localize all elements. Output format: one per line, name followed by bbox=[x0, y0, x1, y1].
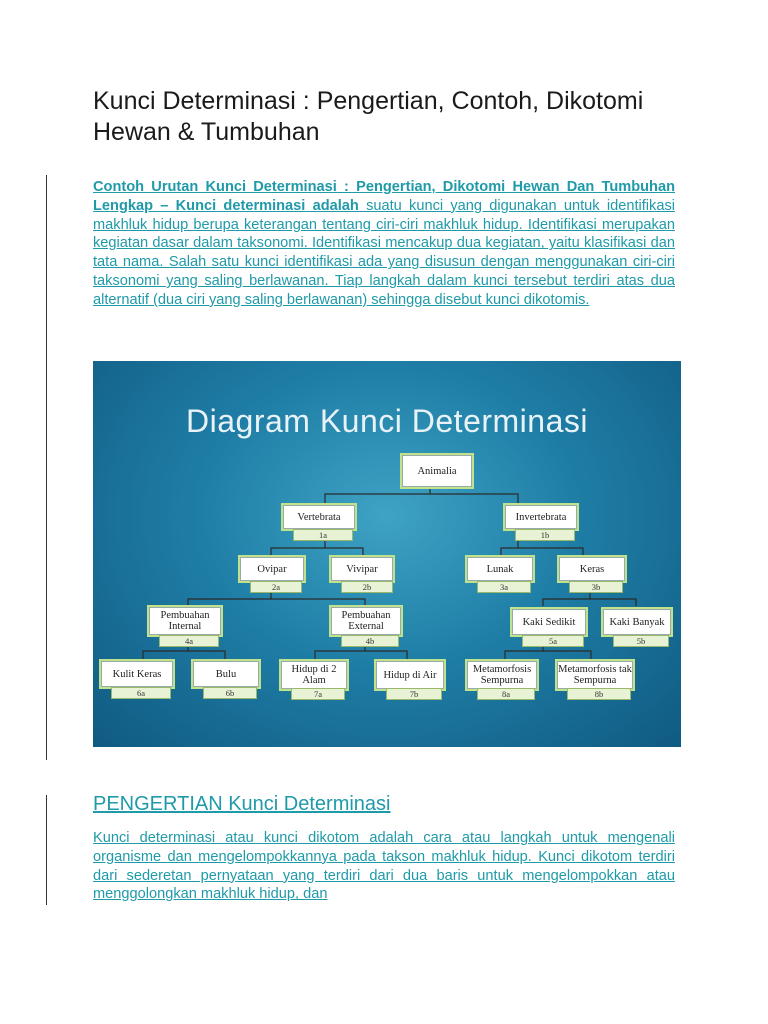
node-pembuahan-internal bbox=[149, 607, 221, 635]
node-kulit-keras bbox=[101, 661, 173, 687]
node-kaki-banyak bbox=[603, 609, 671, 635]
code-1b: 1b bbox=[515, 529, 575, 541]
code-6a: 6a bbox=[111, 687, 171, 699]
node-pembuahan-external bbox=[331, 607, 401, 635]
node-label: Lunak bbox=[486, 563, 514, 575]
code-3b: 3b bbox=[569, 581, 623, 593]
node-label: Keras bbox=[579, 563, 605, 575]
code-5b: 5b bbox=[613, 635, 669, 647]
intro-text[interactable]: suatu kunci yang digunakan untuk identifikasi makhluk hidup berupa keterangan tentang ciri-ciri makhluk hidup. Identifikasi merupakan kegiatan dasar dalam taksonomi. Identifikasi mencakup dua kegiatan, yaitu klasifikasi dan tata nama. Salah satu kunci identifikasi ada yang disusun dengan menggunakan ciri-ciri taksonomi yang saling berlawanan. Tiap langkah dalam kunci tersebut terdiri atas dua alternatif (dua ciri yang saling berlawanan) sehingga disebut kunci dikotomis. bbox=[93, 197, 675, 308]
node-vertebrata bbox=[283, 505, 355, 529]
node-label: Pembuahan External bbox=[341, 610, 391, 632]
code-2a: 2a bbox=[250, 581, 302, 593]
node-ovipar bbox=[240, 557, 304, 581]
diagram-title: Diagram Kunci Determinasi bbox=[186, 403, 588, 439]
code-6b: 6b bbox=[203, 687, 257, 699]
node-keras bbox=[559, 557, 625, 581]
code-2b: 2b bbox=[341, 581, 393, 593]
code-4a: 4a bbox=[159, 635, 219, 647]
node-label: Vivipar bbox=[346, 563, 378, 575]
code-8a: 8a bbox=[477, 688, 535, 700]
intro-paragraph[interactable] bbox=[93, 178, 675, 310]
node-hidup-di-air bbox=[376, 661, 444, 689]
intro-link-bold[interactable]: Contoh Urutan Kunci Determinasi : Pengertian, Dikotomi Hewan Dan Tumbuhan Lengkap – Kunci determinasi adalah bbox=[93, 179, 675, 214]
node-label: Pembuahan Internal bbox=[160, 610, 210, 632]
node-kaki-sedikit bbox=[512, 609, 586, 635]
node-label: Hidup di 2 Alam bbox=[291, 664, 337, 686]
code-5a: 5a bbox=[522, 635, 584, 647]
node-invertebrata bbox=[505, 505, 577, 529]
node-label: Animalia bbox=[417, 465, 457, 477]
node-label: Hidup di Air bbox=[383, 669, 437, 681]
determination-key-diagram bbox=[93, 361, 681, 747]
section-paragraph[interactable]: Kunci determinasi atau kunci dikotom adalah cara atau langkah untuk mengenali organisme dan mengelompokkannya pada takson makhluk hidup. Kunci dikotom terdiri dari sederetan pernyataan yang terdiri dari dua baris untuk mengelompokkan atau menggolongkan makhluk hidup, dan bbox=[93, 830, 675, 903]
code-7b: 7b bbox=[386, 688, 442, 700]
node-label: Invertebrata bbox=[515, 511, 567, 523]
node-label: Vertebrata bbox=[297, 511, 341, 523]
node-label: Bulu bbox=[215, 668, 237, 680]
quote-bar bbox=[46, 175, 47, 760]
code-7a: 7a bbox=[291, 688, 345, 700]
node-label: Metamorfosis Sempurna bbox=[472, 664, 532, 686]
code-8b: 8b bbox=[567, 688, 631, 700]
section-heading[interactable]: PENGERTIAN Kunci Determinasi bbox=[93, 793, 391, 815]
node-bulu bbox=[193, 661, 259, 687]
node-animalia bbox=[402, 455, 472, 487]
node-label: Kulit Keras bbox=[112, 668, 162, 680]
node-label: Kaki Sedikit bbox=[522, 616, 576, 628]
code-3a: 3a bbox=[477, 581, 531, 593]
node-label: Ovipar bbox=[257, 563, 287, 575]
code-4b: 4b bbox=[341, 635, 399, 647]
article-title: Kunci Determinasi : Pengertian, Contoh, Dikotomi Hewan & Tumbuhan bbox=[93, 87, 644, 146]
node-label: Kaki Banyak bbox=[609, 616, 665, 628]
code-1a: 1a bbox=[293, 529, 353, 541]
quote-bar-2 bbox=[46, 795, 47, 905]
node-lunak bbox=[467, 557, 533, 581]
node-metamorfosis-sempurna bbox=[467, 661, 537, 689]
node-hidup-di-2-alam bbox=[281, 661, 347, 689]
node-metamorfosis-tak-sempurna bbox=[557, 661, 633, 689]
node-label: Metamorfosis tak Sempurna bbox=[558, 664, 632, 686]
node-vivipar bbox=[331, 557, 393, 581]
